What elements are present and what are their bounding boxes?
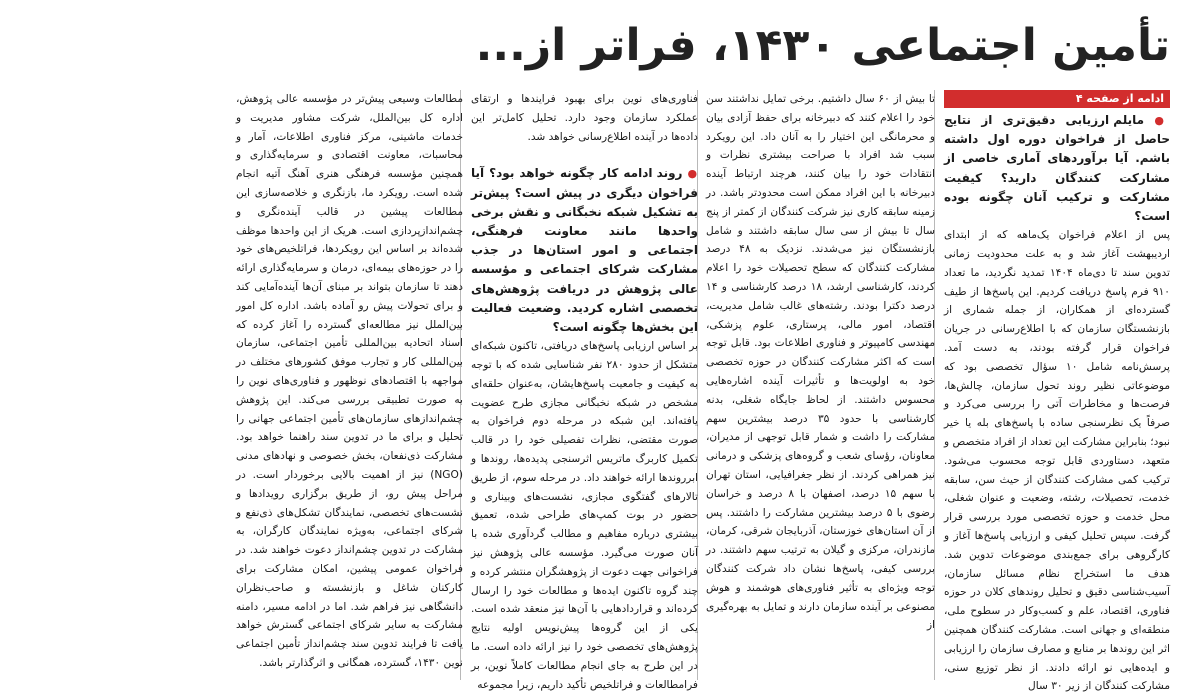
article-column-3 <box>471 90 698 691</box>
question-text: مایلم ارزیابی دقیق‌تری از نتایج حاصل از فراخوان دوره اول داشته باشم. آیا برآوردهای آماری خاصی از مشارکت کنندگان دارید؟ کیفیت مشارکت و ترکیب آنان چگونه بوده است؟ <box>944 113 1170 224</box>
interview-question <box>944 111 1170 226</box>
article-column-2 <box>706 90 935 680</box>
column-body-text: تا بیش از ۶۰ سال داشتیم. برخی تمایل نداشتند سن خود را اعلام کنند که دبیرخانه برای حفظ آزادی بیان و محرمانگی این اختیار را به آنان داد. این رویکرد سبب شد افراد با صراحت بیشتری نظرات و انتقادات خود را بیان کنند، هرچند ارتباط آینده دبیرخانه با این افراد ممکن است محدودتر باشد. در زمینه سابقه کاری نیز شرکت کنندگان از کمتر از پنج سال تا بیش از سی سال سابقه داشتند و شامل بازنشستگان نیز می‌شدند. نزدیک به ۴۸ درصد مشارکت کنندگان که سطح تحصیلات خود را اعلام کردند، کارشناسی ارشد، ۱۸ درصد کارشناسی و ۱۴ درصد دکترا بودند. رشته‌های غالب شامل مدیریت، اقتصاد، امور مالی، پرستاری، علوم پزشکی، مهندسی کامپیوتر و فناوری اطلاعات بود. قابل توجه است که اکثر مشارکت کنندگان در حوزه تخصصی خود به اولویت‌ها و تأثیرات آینده اشاره‌هایی محسوس داشتند. از لحاظ جایگاه شغلی، بدنه کارشناسی با حدود ۳۵ درصد بیشترین سهم مشارکت را داشت و شمار قابل توجهی از مدیران، معاونان، رؤسای شعب و گروه‌های پزشکی و درمانی نیز همراهی کردند. از نظر جغرافیایی، استان تهران با سهم ۱۵ درصد، اصفهان با ۸ درصد و خراسان رضوی با ۵ درصد بیشترین مشارکت را داشتند. پس از آن استان‌های خوزستان، آذربایجان شرقی، کرمان، مازندران، مرکزی و گیلان به ترتیب سهم داشتند. در بررسی کیفی، پاسخ‌ها نشان داد شرکت کنندگان توجه ویژه‌ای به تأثیر فناوری‌های هوشمند و هوش مصنوعی بر آینده سازمان دارند و تمایل به بهره‌گیری از <box>706 93 935 632</box>
column-body-text: بر اساس ارزیابی پاسخ‌های دریافتی، تاکنون شبکه‌ای متشکل از حدود ۲۸۰ نفر شناسایی شده که با توجه به کیفیت و جامعیت پاسخ‌هایشان، به‌عنوان حلقه‌ای مشخص در شبکه نخبگانی مجازی طرح عضویت یافته‌اند. این شبکه در مرحله دوم فراخوان به صورت مقتضی، نظرات تفصیلی خود را در قالب تکمیل کاربرگ ماتریس اثرسنجی پدیده‌ها، روندها و ابرروندها ارائه خواهند داد. در مرحله سوم، از طریق تالارهای گفتگوی مجازی، نشست‌های وبیناری و حضور در بوت کمپ‌های طراحی شده، تعمیق بیشتری درباره مفاهیم و مطالب گردآوری شده با آنان صورت می‌گیرد. مؤسسه عالی پژوهش نیز فراخوانی جهت دعوت از پژوهشگران منتشر کرده و چند گروه تاکنون ایده‌ها و مطالعات خود را ارسال کرده‌اند و قراردادهایی با آن‌ها نیز منعقد شده است. یکی از این گروه‌ها پیش‌نویس اولیه نتایج پژوهش‌های تخصصی خود را نیز ارائه داده است. ما در این طرح به جای انجام مطالعات کاملاً نوین، بر فرامطالعات و فراتلخیص تأکید داریم، زیرا مجموعه <box>471 340 698 691</box>
column-body-text: مطالعات وسیعی پیش‌تر در مؤسسه عالی پژوهش، اداره کل بین‌الملل، شرکت مشاور مدیریت و خدمات ماشینی، مرکز فناوری اطلاعات، آمار و محاسبات، معاونت اقتصادی و سرمایه‌گذاری و همچنین مؤسسه فرهنگی هنری آهنگ آتیه انجام شده است. رویکرد ما، بازنگری و خلاصه‌سازی این مطالعات پیشین در قالب آینده‌نگری و چشم‌اندازپردازی است. هریک از این واحدها موظف شده‌اند بر اساس این رویکردها، فراتلخیص‌های خود را در حوزه‌های بیمه‌ای، درمان و سرمایه‌گذاری ارائه دهند تا سازمان بتواند بر مبنای آن‌ها آینده‌آمایی کند و برای تحولات پیش رو آماده باشد. اداره کل امور بین‌الملل نیز مطالعه‌ای گسترده را آغاز کرده که اسناد اتحادیه بین‌المللی تأمین اجتماعی، سازمان بین‌المللی کار و تجارب موفق کشورهای مختلف در مواجهه با اقتصادهای نوظهور و فناوری‌های نوین را به صورت تطبیقی بررسی می‌کند. این پژوهش چشم‌اندازهای سازمان‌های تأمین اجتماعی جهانی را تحلیل و برای ما در تدوین سند راهنما خواهد بود. مشارکت ذی‌نفعان، بخش خصوصی و نهادهای مدنی (NGO) نیز از اهمیت بالایی برخوردار است. در مراحل پیش رو، از طریق برگزاری رویدادها و نشست‌های تخصصی، نمایندگان تشکل‌های ذی‌نفع و شرکای اجتماعی، به‌ویژه نمایندگان کارگران، به مشارکت در تدوین چشم‌انداز دعوت خواهند شد. در فراخوان عمومی پیشین، امکان مشارکت برای کارکنان شاغل و بازنشسته و صاحب‌نظران دانشگاهی نیز فراهم شد. اما در ادامه مسیر، دامنه مشارکت به سایر شرکای اجتماعی گسترش خواهد یافت تا فرایند تدوین سند چشم‌انداز تأمین اجتماعی نوین ۱۴۳۰، گسترده، همگانی و اثرگذارتر باشد. <box>236 93 463 669</box>
column-intro-text: فناوری‌های نوین برای بهبود فرایندها و ارتقای عملکرد سازمان وجود دارد. تحلیل کامل‌تر این داده‌ها در آینده اطلاع‌رسانی خواهد شد. <box>471 93 698 143</box>
article-column-1 <box>944 90 1170 693</box>
column-body-text: پس از اعلام فراخوان یک‌ماهه که از ابتدای اردیبهشت آغاز شد و به علت محدودیت زمانی تدوین سند تا دی‌ماه ۱۴۰۴ تمدید نگردید، ما تعداد ۹۱۰ فرم پاسخ دریافت کردیم. این پاسخ‌ها از طیف گسترده‌ای از همکاران، از جمله شماری از بازنشستگان سازمان که با اطلاع‌رسانی در جریان فراخوان قرار گرفته بودند، به دست آمد. پرسش‌نامه شامل ۱۰ سؤال تخصصی بود که موضوعاتی نظیر روند تحول سازمان، چالش‌ها، فرصت‌ها و مخاطرات آتی را بررسی می‌کرد و صرفاً یک نظرسنجی ساده با پاسخ‌های بله یا خیر نبود؛ بنابراین مشارکت این تعداد از افراد متخصص و متعهد، دستاوردی قابل توجه محسوب می‌شود. ترکیب کمی مشارکت کنندگان از حیث سن، سابقه خدمت، تحصیلات، رشته، وضعیت و عنوان شغلی، محل خدمت و حوزه تخصصی مورد بررسی قرار گرفت. سپس تحلیل کیفی و ارزیابی پاسخ‌ها آغاز و کارگروهی برای جمع‌بندی موضوعات تدوین شد. هدف ما استخراج نظام مسائل سازمان، آسیب‌شناسی دقیق و تحلیل روندهای کلان در حوزه فناوری، اقتصاد، علم و کسب‌وکار در سطوح ملی، منطقه‌ای و جهانی است. مشارکت کنندگان همچنین اثر این روندها بر منابع و مصارف سازمان را ارزیابی و ایده‌هایی نو ارائه دادند. از نظر توزیع سنی، مشارکت کنندگان از زیر ۳۰ سال <box>944 229 1170 693</box>
bullet-icon: ● <box>687 167 698 181</box>
bullet-icon: ● <box>1154 114 1170 127</box>
page-title: تأمین اجتماعی ۱۴۳۰، فراتر از... <box>475 20 1170 71</box>
question-text: روند ادامه کار چگونه خواهد بود؟ آیا فراخوان دیگری در پیش است؟ پیش‌تر به تشکیل شبکه نخبگانی و نقش برخی واحدها مانند معاونت فرهنگی، اجتماعی و امور استان‌ها در جذب مشارکت شرکای اجتماعی و مؤسسه عالی پژوهش در دریافت پژوهش‌های تخصصی اشاره کردید. وضعیت فعالیت این بخش‌ها چگونه است؟ <box>471 166 698 335</box>
article-column-4 <box>236 90 463 680</box>
continued-from-label: ادامه از صفحه ۴ <box>944 90 1170 108</box>
interview-question <box>471 164 698 337</box>
